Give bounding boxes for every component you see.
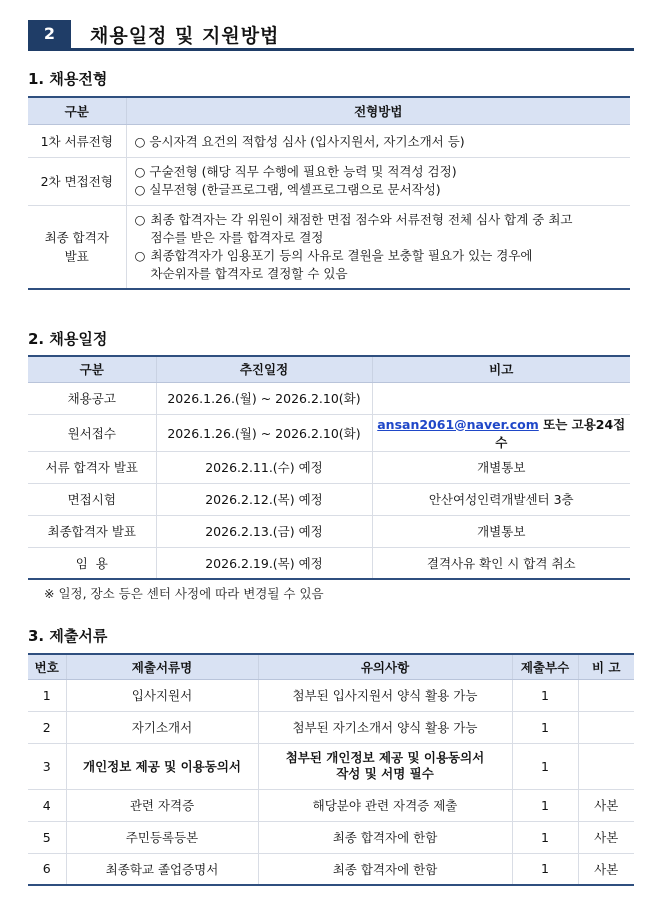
column-header: 번호 [28,654,66,679]
doc-count: 1 [512,679,578,711]
table-header-row [28,356,630,382]
table-row [28,157,630,205]
column-header: 구분 [28,356,156,382]
table-row [28,124,630,157]
section-number-badge: 2 [28,20,71,48]
schedule-date: 2026.2.19.(목) 예정 [156,547,372,579]
doc-number: 3 [28,743,66,789]
method-paragraph [135,247,631,283]
selection-process-table [28,96,630,290]
schedule-item: 채용공고 [28,382,156,414]
column-header: 제출부수 [512,654,578,679]
schedule-note: 개별통보 [372,515,630,547]
doc-caution: 최종 합격자에 한함 [258,821,512,853]
doc-number: 1 [28,679,66,711]
doc-caution [258,743,512,789]
doc-remark [578,679,634,711]
paragraph-line: 최종 합격자는 각 위원이 채점한 면접 점수와 서류전형 전체 심사 합계 중 최고 [150,211,573,227]
section-header [28,20,634,50]
doc-name: 관련 자격증 [66,789,258,821]
table-header-row [28,654,634,679]
column-header: 제출서류명 [66,654,258,679]
schedule-date: 2026.2.11.(수) 예정 [156,451,372,483]
table-row [28,821,634,853]
doc-remark: 사본 [578,789,634,821]
doc-name: 자기소개서 [66,711,258,743]
documents-table [28,653,634,886]
doc-name: 주민등록등본 [66,821,258,853]
table-row [28,711,634,743]
column-header: 비고 [372,356,630,382]
doc-remark: 사본 [578,821,634,853]
stage-label-line: 발표 [64,248,89,264]
method-line: ○ 실무전형 (한글프로그램, 엑셀프로그램으로 문서작성) [134,182,441,197]
schedule-item: 원서접수 [28,414,156,451]
schedule-item: 면접시험 [28,483,156,515]
table-header-row [28,97,630,124]
table-row [28,547,630,579]
header-underline [28,48,634,51]
schedule-note [372,414,630,451]
method-paragraph [135,211,631,247]
schedule-table [28,355,630,580]
doc-number: 4 [28,789,66,821]
column-header: 추진일정 [156,356,372,382]
method-cell [126,157,630,205]
table-row [28,789,634,821]
table-row [28,515,630,547]
doc-count: 1 [512,711,578,743]
column-header: 유의사항 [258,654,512,679]
doc-count: 1 [512,789,578,821]
section1-title: 1. 채용전형 [28,70,108,88]
paragraph-line: 최종합격자가 임용포기 등의 사유로 결원을 보충할 필요가 있는 경우에 [150,247,533,263]
doc-name: 입사지원서 [66,679,258,711]
doc-remark: 사본 [578,853,634,885]
schedule-note: 결격사유 확인 시 합격 취소 [372,547,630,579]
paragraph-line: 점수를 받은 자를 합격자로 결정 [150,229,324,245]
doc-caution: 첨부된 자기소개서 양식 활용 가능 [258,711,512,743]
schedule-item: 최종합격자 발표 [28,515,156,547]
circle-bullet-icon: ○ [134,247,146,263]
table-row [28,451,630,483]
doc-count: 1 [512,853,578,885]
schedule-footnote: ※ 일정, 장소 등은 센터 사정에 따라 변경될 수 있음 [44,586,324,601]
table-row [28,414,630,451]
column-header: 비 고 [578,654,634,679]
method-cell: ○ 응시자격 요건의 적합성 심사 (입사지원서, 자기소개서 등) [126,124,630,157]
table-row [28,679,634,711]
doc-number: 5 [28,821,66,853]
circle-bullet-icon: ○ [134,211,146,227]
doc-count: 1 [512,821,578,853]
doc-name: 개인정보 제공 및 이용동의서 [66,743,258,789]
schedule-note: 안산여성인력개발센터 3층 [372,483,630,515]
caution-line: 첨부된 개인정보 제공 및 이용동의서 [285,750,485,765]
email-link[interactable]: ansan2061@naver.com [377,416,539,432]
method-line: ○ 구술전형 (해당 직무 수행에 필요한 능력 및 적격성 검정) [134,164,457,179]
column-header: 구분 [28,97,126,124]
table-row [28,483,630,515]
stage-label-line: 최종 합격자 [44,229,109,245]
section2-title: 2. 채용일정 [28,330,108,348]
doc-name: 최종학교 졸업증명서 [66,853,258,885]
caution-line: 작성 및 서명 필수 [336,766,434,781]
section3-title: 3. 제출서류 [28,627,108,645]
schedule-date: 2026.2.12.(목) 예정 [156,483,372,515]
schedule-item: 임 용 [28,547,156,579]
column-header: 전형방법 [126,97,630,124]
doc-caution: 첨부된 입사지원서 양식 활용 가능 [258,679,512,711]
doc-caution: 해당분야 관련 자격증 제출 [258,789,512,821]
doc-remark [578,743,634,789]
schedule-note: 개별통보 [372,451,630,483]
method-cell [126,205,630,289]
paragraph-line: 차순위자를 합격자로 결정할 수 있음 [150,265,348,281]
schedule-item: 서류 합격자 발표 [28,451,156,483]
stage-cell: 2차 면접전형 [28,157,126,205]
note-suffix: 또는 고용24접수 [495,416,626,450]
doc-number: 6 [28,853,66,885]
stage-cell: 1차 서류전형 [28,124,126,157]
table-row [28,205,630,289]
table-row [28,382,630,414]
schedule-date: 2026.1.26.(월) ~ 2026.2.10(화) [156,382,372,414]
schedule-date: 2026.1.26.(월) ~ 2026.2.10(화) [156,414,372,451]
doc-caution: 최종 합격자에 한함 [258,853,512,885]
doc-count: 1 [512,743,578,789]
schedule-date: 2026.2.13.(금) 예정 [156,515,372,547]
stage-cell [28,205,126,289]
doc-remark [578,711,634,743]
table-row [28,743,634,789]
table-row [28,853,634,885]
section-header-title: 채용일정 및 지원방법 [90,25,280,47]
doc-number: 2 [28,711,66,743]
schedule-note [372,382,630,414]
